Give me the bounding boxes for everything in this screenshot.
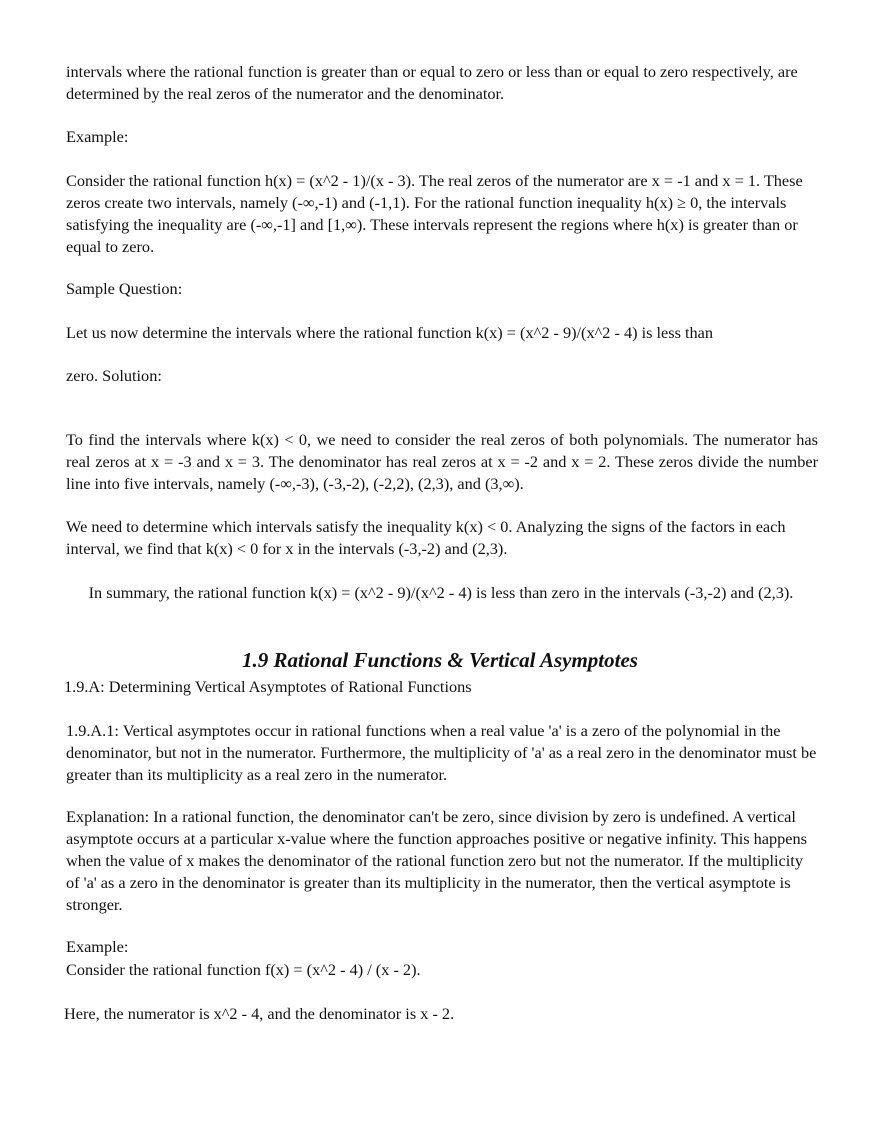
summary-paragraph: In summary, the rational function k(x) = (x^2 - 9)/(x^2 - 4) is less than zero in the intervals (-3,-2) and (2,3). <box>88 583 794 602</box>
example-label: Example: <box>66 127 129 146</box>
solution-paragraph-1: To find the intervals where k(x) < 0, we need to consider the real zeros of both polynomials. The numerator has real zeros at x = -3 and x = 3. The denominator has real zeros at x = -2 and x = 2. These zeros divide the number line into five intervals, namely (-∞,-3), (-3,-2), (-2,2), (2,3), and (3,∞). <box>66 430 818 493</box>
solution-label: zero. Solution: <box>66 366 162 385</box>
rule-paragraph: 1.9.A.1: Vertical asymptotes occur in rational functions when a real value 'a' is a zero of the polynomial in the denominator, but not in the numerator. Furthermore, the multiplicity of 'a' as a real zero in the denominator must be greater than its multiplicity as a real zero in the numerator. <box>66 721 817 784</box>
intro-paragraph: intervals where the rational function is greater than or equal to zero or less than or equal to zero respectively, are determined by the real zeros of the numerator and the denominator. <box>66 62 798 103</box>
explanation-paragraph: Explanation: In a rational function, the denominator can't be zero, since division by zero is undefined. A vertical asymptote occurs at a particular x-value where the function approaches positive or negative infinity. This happens when the value of x makes the denominator of the rational function zero but not the numerator. If the multiplicity of 'a' as a zero in the denominator is greater than its multiplicity in the numerator, then the vertical asymptote is stronger. <box>66 807 808 914</box>
sample-question-text: Let us now determine the intervals where the rational function k(x) = (x^2 - 9)/(x^2 - 4) is less than <box>66 323 714 342</box>
example-text-2: Consider the rational function f(x) = (x^2 - 4) / (x - 2). <box>66 960 421 979</box>
section-heading: 1.9 Rational Functions & Vertical Asymptotes <box>242 648 638 672</box>
example-paragraph: Consider the rational function h(x) = (x^2 - 1)/(x - 3). The real zeros of the numerator are x = -1 and x = 1. These zeros create two intervals, namely (-∞,-1) and (-1,1). For the rational function inequality h(x) ≥ 0, the intervals satisfying the inequality are (-∞,-1] and [1,∞). These intervals represent the regions where h(x) is greater than or equal to zero. <box>66 171 803 256</box>
section-subheading: 1.9.A: Determining Vertical Asymptotes of Rational Functions <box>64 677 472 696</box>
sample-question-label: Sample Question: <box>66 279 183 298</box>
example-note: Here, the numerator is x^2 - 4, and the denominator is x - 2. <box>64 1004 455 1023</box>
solution-paragraph-2: We need to determine which intervals satisfy the inequality k(x) < 0. Analyzing the signs of the factors in each interval, we find that k(x) < 0 for x in the intervals (-3,-2) and (2,3). <box>66 517 786 558</box>
example-label-2: Example: <box>66 937 129 956</box>
